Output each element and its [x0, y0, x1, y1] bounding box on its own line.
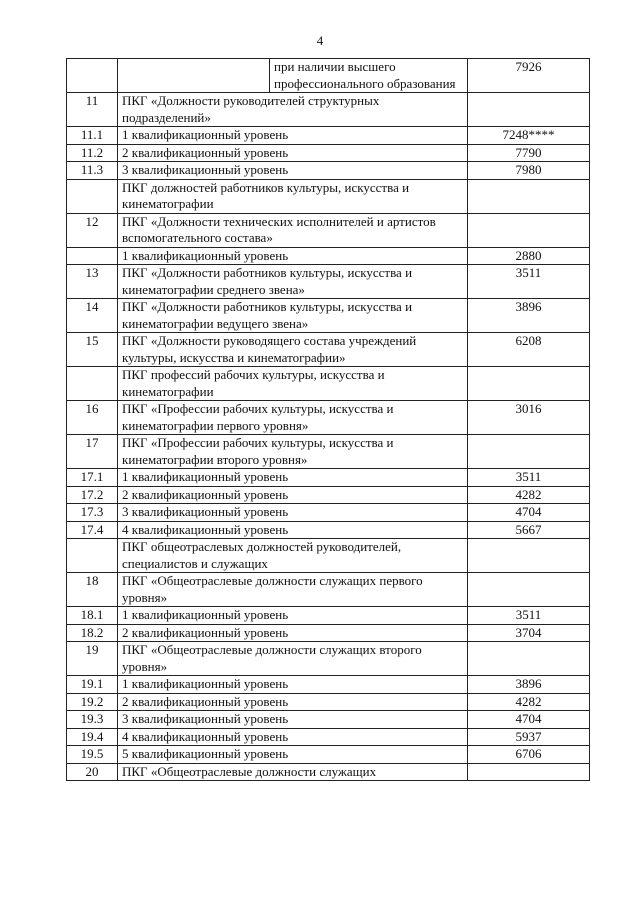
row-name: 1 квалификационный уровень	[118, 469, 468, 487]
row-name: ПКГ профессий рабочих культуры, искусства и кинематографии	[118, 367, 468, 401]
row-value: 3896	[468, 299, 590, 333]
row-name: ПКГ «Должности руководящего состава учреждений культуры, искусства и кинематографии»	[118, 333, 468, 367]
page-number: 4	[316, 33, 324, 48]
table-row	[67, 711, 590, 729]
row-number: 15	[67, 333, 118, 367]
table-row	[67, 333, 590, 367]
row-number: 20	[67, 763, 118, 781]
row-name: 4 квалификационный уровень	[118, 521, 468, 539]
row-number: 19.2	[67, 693, 118, 711]
row-value: 6706	[468, 746, 590, 764]
table-row	[67, 265, 590, 299]
row-number: 17	[67, 435, 118, 469]
row-value: 7926	[468, 59, 590, 93]
row-name: 4 квалификационный уровень	[118, 728, 468, 746]
row-value: 3704	[468, 624, 590, 642]
row-value: 6208	[468, 333, 590, 367]
salary-table	[66, 58, 590, 781]
row-value	[468, 435, 590, 469]
row-number	[67, 539, 118, 573]
salary-table-body	[67, 59, 590, 781]
table-row	[67, 676, 590, 694]
table-row	[67, 539, 590, 573]
table-row	[67, 213, 590, 247]
row-value	[468, 763, 590, 781]
table-row	[67, 521, 590, 539]
row-name: ПКГ «Должности работников культуры, искусства и кинематографии ведущего звена»	[118, 299, 468, 333]
row-sub-description: при наличии высшего профессионального образования	[270, 59, 468, 93]
row-value: 2880	[468, 247, 590, 265]
table-row	[67, 728, 590, 746]
table-row	[67, 642, 590, 676]
row-value: 3016	[468, 401, 590, 435]
row-number: 11.3	[67, 162, 118, 180]
row-name: ПКГ общеотраслевых должностей руководителей, специалистов и служащих	[118, 539, 468, 573]
row-value: 4704	[468, 711, 590, 729]
row-name: 2 квалификационный уровень	[118, 693, 468, 711]
row-value	[468, 573, 590, 607]
table-row	[67, 247, 590, 265]
row-value	[468, 539, 590, 573]
row-name: 1 квалификационный уровень	[118, 247, 468, 265]
row-value: 7790	[468, 144, 590, 162]
row-name: 1 квалификационный уровень	[118, 127, 468, 145]
row-number	[67, 179, 118, 213]
row-value	[468, 367, 590, 401]
row-name: ПКГ «Профессии рабочих культуры, искусства и кинематографии первого уровня»	[118, 401, 468, 435]
row-number: 19.4	[67, 728, 118, 746]
row-number: 17.1	[67, 469, 118, 487]
row-value	[468, 93, 590, 127]
row-value: 4704	[468, 504, 590, 522]
row-value: 3896	[468, 676, 590, 694]
row-name: 3 квалификационный уровень	[118, 162, 468, 180]
row-number: 18.1	[67, 607, 118, 625]
table-row	[67, 93, 590, 127]
row-value: 3511	[468, 469, 590, 487]
row-value: 5667	[468, 521, 590, 539]
row-value: 7980	[468, 162, 590, 180]
row-name: 5 квалификационный уровень	[118, 746, 468, 764]
row-number: 17.3	[67, 504, 118, 522]
row-name: ПКГ «Должности работников культуры, искусства и кинематографии среднего звена»	[118, 265, 468, 299]
row-number: 17.2	[67, 486, 118, 504]
table-row	[67, 693, 590, 711]
table-row	[67, 469, 590, 487]
row-name: 2 квалификационный уровень	[118, 486, 468, 504]
table-row	[67, 144, 590, 162]
table-row	[67, 624, 590, 642]
row-number: 12	[67, 213, 118, 247]
row-number: 11.2	[67, 144, 118, 162]
row-number: 14	[67, 299, 118, 333]
row-number: 11.1	[67, 127, 118, 145]
row-value: 5937	[468, 728, 590, 746]
row-number: 19.1	[67, 676, 118, 694]
row-value	[468, 642, 590, 676]
row-number	[67, 367, 118, 401]
row-value: 7248****	[468, 127, 590, 145]
row-name: 1 квалификационный уровень	[118, 607, 468, 625]
row-name: 3 квалификационный уровень	[118, 711, 468, 729]
row-name: 2 квалификационный уровень	[118, 624, 468, 642]
table-row	[67, 486, 590, 504]
table-row	[67, 607, 590, 625]
row-name: ПКГ «Должности руководителей структурных подразделений»	[118, 93, 468, 127]
table-row	[67, 763, 590, 781]
row-name: ПКГ «Профессии рабочих культуры, искусства и кинематографии второго уровня»	[118, 435, 468, 469]
row-value	[468, 179, 590, 213]
row-name: ПКГ «Общеотраслевые должности служащих первого уровня»	[118, 573, 468, 607]
table-row	[67, 367, 590, 401]
row-name: ПКГ «Общеотраслевые должности служащих	[118, 763, 468, 781]
row-number: 16	[67, 401, 118, 435]
table-row	[67, 299, 590, 333]
table-row	[67, 504, 590, 522]
row-name: ПКГ «Должности технических исполнителей и артистов вспомогательного состава»	[118, 213, 468, 247]
row-name: 1 квалификационный уровень	[118, 676, 468, 694]
table-row	[67, 59, 590, 93]
row-number	[67, 59, 118, 93]
table-row	[67, 746, 590, 764]
table-row	[67, 435, 590, 469]
row-value: 4282	[468, 693, 590, 711]
row-value: 4282	[468, 486, 590, 504]
row-number: 19.5	[67, 746, 118, 764]
table-row	[67, 573, 590, 607]
row-name: ПКГ должностей работников культуры, искусства и кинематографии	[118, 179, 468, 213]
row-number: 18.2	[67, 624, 118, 642]
row-value: 3511	[468, 265, 590, 299]
row-name: 2 квалификационный уровень	[118, 144, 468, 162]
table-row	[67, 401, 590, 435]
row-value	[468, 213, 590, 247]
row-value: 3511	[468, 607, 590, 625]
table-row	[67, 179, 590, 213]
table-row	[67, 162, 590, 180]
row-number: 17.4	[67, 521, 118, 539]
row-name: ПКГ «Общеотраслевые должности служащих второго уровня»	[118, 642, 468, 676]
row-number: 18	[67, 573, 118, 607]
row-number: 19.3	[67, 711, 118, 729]
row-name	[118, 59, 270, 93]
table-row	[67, 127, 590, 145]
row-number: 19	[67, 642, 118, 676]
row-name: 3 квалификационный уровень	[118, 504, 468, 522]
row-number: 11	[67, 93, 118, 127]
row-number: 13	[67, 265, 118, 299]
row-number	[67, 247, 118, 265]
